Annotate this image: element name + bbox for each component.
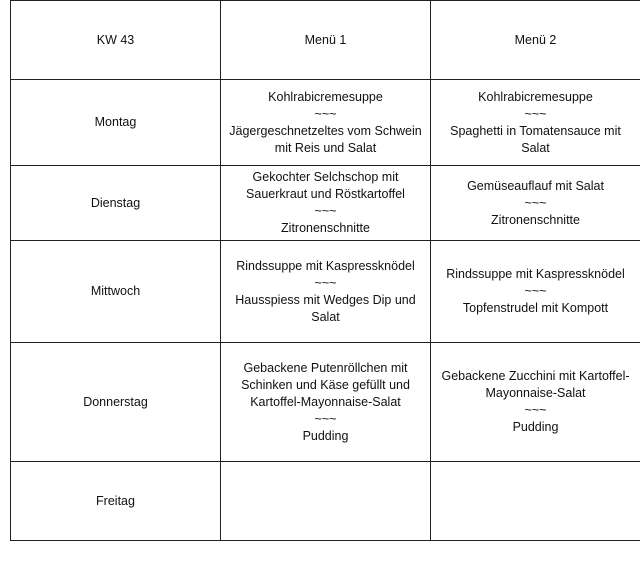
menu2-cell	[431, 462, 640, 541]
menu1-cell	[221, 241, 431, 343]
menu-line: Hausspiess mit Wedges Dip und	[235, 292, 416, 307]
menu-line: Rindssuppe mit Kaspressknödel	[236, 258, 415, 273]
menu-line: Kohlrabicremesuppe	[268, 89, 383, 104]
menu2-cell	[431, 241, 640, 343]
menu-line: Gekochter Selchschop mit	[252, 170, 399, 184]
day-label: Donnerstag	[11, 343, 221, 462]
menu-separator: ~~~	[314, 411, 337, 426]
day-row-freitag	[11, 462, 640, 541]
menu-line: Jägergeschnetzeltes vom Schwein	[229, 123, 422, 138]
menu-line: Pudding	[512, 420, 559, 434]
day-row-montag	[11, 80, 640, 166]
menu-separator: ~~~	[524, 195, 547, 210]
menu-line: Zitronenschnitte	[491, 212, 580, 227]
menu-separator: ~~~	[314, 275, 337, 290]
menu1-cell	[221, 80, 431, 166]
day-label: Freitag	[11, 462, 221, 541]
menu1-cell	[221, 462, 431, 541]
menu-line: Gebackene Zucchini mit Kartoffel-	[441, 369, 630, 383]
menu-line: Topfenstrudel mit Kompott	[462, 301, 609, 315]
lunch-menu-table	[10, 0, 640, 541]
day-row-donnerstag	[11, 343, 640, 462]
menu-separator: ~~~	[314, 106, 337, 121]
day-label: Mittwoch	[11, 241, 221, 343]
menu-separator: ~~~	[524, 106, 547, 121]
menu-table-body	[11, 1, 640, 541]
menu1-cell	[221, 166, 431, 241]
menu-line: Gemüseauflauf mit Salat	[467, 178, 604, 193]
menu-line: Rindssuppe mit Kaspressknödel	[446, 267, 625, 281]
menu1-header-cell: Menü 1	[221, 1, 431, 80]
day-label: Montag	[11, 80, 221, 166]
day-row-mittwoch	[11, 241, 640, 343]
menu-line: Spaghetti in Tomatensauce mit	[450, 123, 621, 138]
day-label: Dienstag	[11, 166, 221, 241]
week-header-cell: KW 43	[11, 1, 221, 80]
menu-line: Kohlrabicremesuppe	[478, 89, 593, 104]
menu-line: Schinken und Käse gefüllt und	[241, 377, 410, 392]
menu-line: Salat	[311, 309, 340, 324]
header-row	[11, 1, 640, 80]
menu-separator: ~~~	[524, 284, 547, 298]
day-row-dienstag	[11, 166, 640, 241]
menu2-cell	[431, 80, 640, 166]
menu-line: mit Reis und Salat	[274, 140, 377, 155]
menu-line: Mayonnaise-Salat	[485, 386, 586, 400]
menu-line: Salat	[521, 140, 550, 155]
menu-line: Sauerkraut und Röstkartoffel	[246, 187, 405, 201]
menu-line: Pudding	[302, 428, 349, 443]
menu1-cell	[221, 343, 431, 462]
menu2-header-cell: Menü 2	[431, 1, 640, 80]
menu2-cell	[431, 343, 640, 462]
menu-separator: ~~~	[524, 403, 547, 417]
menu-line: Kartoffel-Mayonnaise-Salat	[250, 394, 401, 409]
menu-line: Gebackene Putenröllchen mit	[243, 360, 408, 375]
menu-separator: ~~~	[314, 204, 337, 218]
menu-line: Zitronenschnitte	[281, 221, 370, 235]
menu2-cell	[431, 166, 640, 241]
